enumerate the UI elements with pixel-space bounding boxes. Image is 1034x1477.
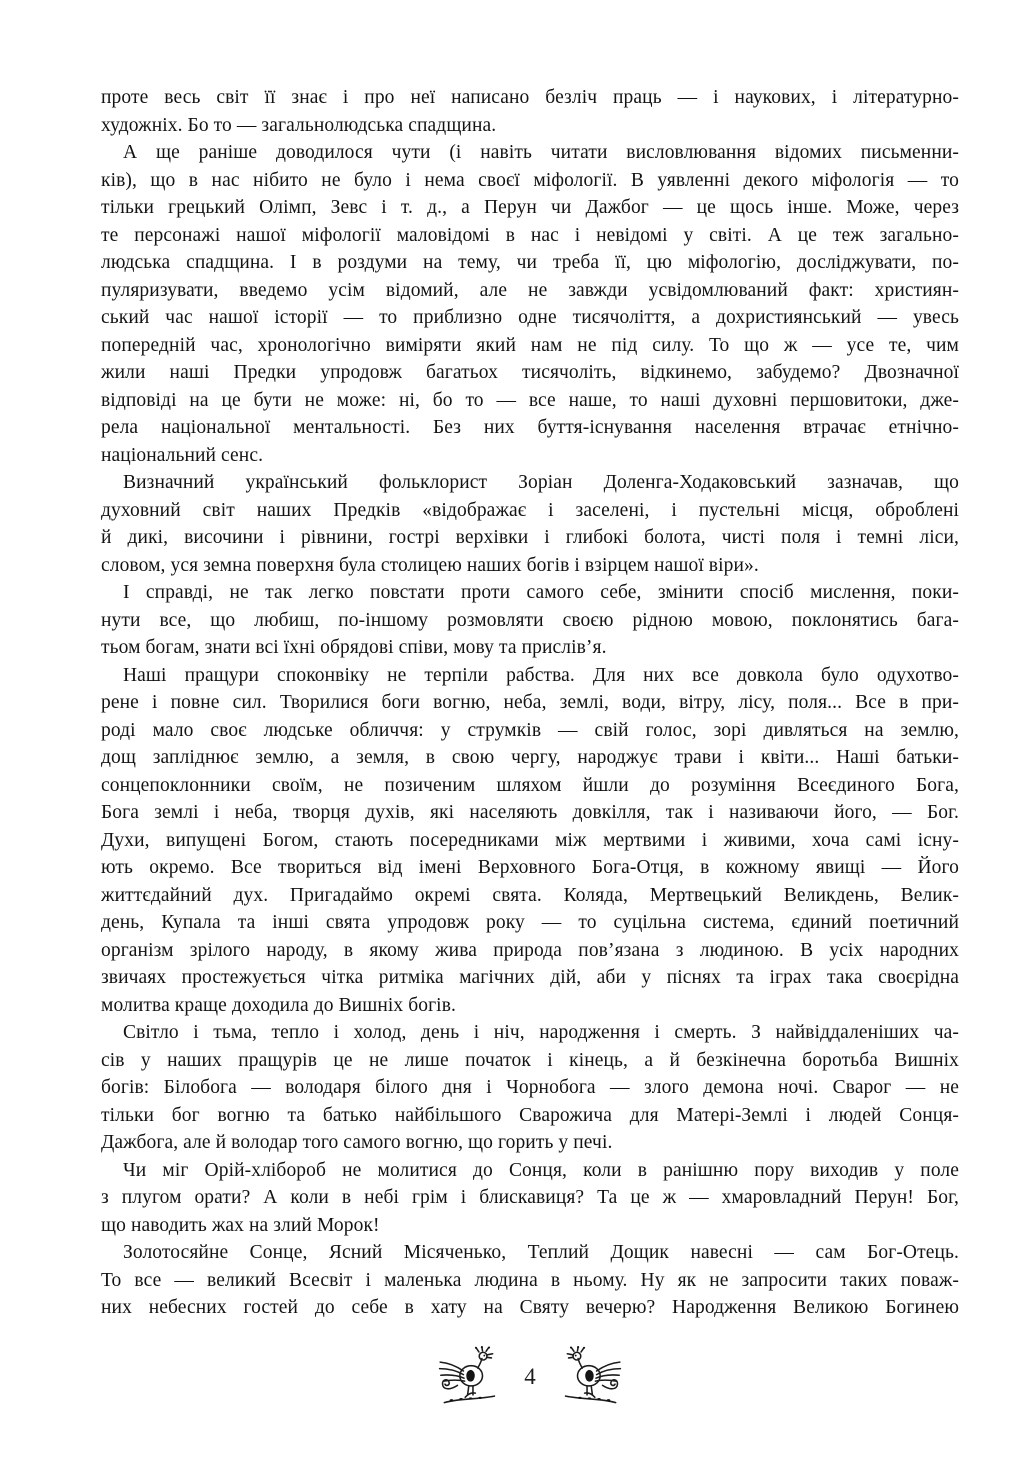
text-line: попередній час, хронологічно виміряти який нам не під силу. То що ж — усе те, чим [101,334,959,356]
paragraph [101,1019,959,1157]
text-line: богів: Білобога — володаря білого дня і Чорнобога — злого демона ночі. Сварог — не [101,1077,959,1098]
text-line: роді мало своє людське обличчя: у струмків — свій голос, зорі дивляться на землю, [101,719,959,741]
text-line: ків), що в нас нібито не було і нема своєї міфології. В уявленні декого міфологія — то [101,169,959,191]
text-line: Світло і тьма, тепло і холод, день і ніч, народження і смерть. З найвіддаленіших ча- [123,1022,959,1043]
text-line: тьом богам, знати всі їхні обрядові співи, мову та прислів’я. [101,637,607,658]
text-line: національний сенс. [101,444,264,466]
text-line: те персонажі нашої міфології маловідомі в нас і невідомі у світі. А це теж загально- [101,224,959,246]
text-line: що наводить жах на злий Морок! [101,1214,380,1236]
folk-bird-ornament-left-icon [437,1346,497,1408]
text-line: сів у наших пращурів це не лише початок і кінець, а й безкінечна боротьба Вишніх [101,1049,959,1071]
text-line: Духи, випущені Богом, стають посередниками між мертвими і живими, хоча самі існу- [101,829,959,851]
page-number: 4 [524,1364,536,1389]
text-line: Чи міг Орій-хлібороб не молитися до Сонця, коли в ранішню пору виходив у поле [123,1159,959,1181]
text-line: життєдайний дух. Пригадаймо окремі свята. Коляда, Мертвецький Великдень, Велик- [101,884,959,906]
text-line: Золотосяйне Сонце, Ясний Місяченько, Теплий Дощик навесні — сам Бог-Отець. [123,1242,959,1263]
text-line: з плугом орати? А коли в небі грім і блискавиця? Та це ж — хмаровладний Перун! Бог, [101,1187,959,1208]
text-line: духовний світ наших Предків «відображає і заселені, і пустельні місця, оброблені [101,499,959,521]
text-line: художніх. Бо то — загальнолюдська спадщина. [101,114,497,136]
text-line: ський час нашої історії — то приблизно одне тисячоліття, а дохристиянський — увесь [101,307,959,328]
text-line: То все — великий Всесвіт і маленька людина в ньому. Ну як не запросити таких поваж- [101,1269,959,1291]
text-line: них небесних гостей до себе в хату на Святу вечерю? Народження Великою Богинею [101,1297,959,1318]
text-line: людська спадщина. І в роздуми на тему, чи треба її, цю міфологію, досліджувати, по- [101,252,959,273]
paragraph [101,139,959,469]
text-line: Визначний український фольклорист Зоріан Доленга-Ходаковський зазначав, що [123,472,959,493]
text-line: словом, уся земна поверхня була столицею наших богів і взірцем нашої віри». [101,554,759,576]
text-line: тільки грецький Олімп, Зевс і т. д., а Перун чи Дажбог — це щось інше. Може, через [101,197,959,218]
text-line: Дажбога, але й володар того самого вогню, що горить у печі. [101,1132,613,1153]
text-line: жили наші Предки упродовж багатьох тисячоліть, відкинемо, забудемо? Двозначної [101,362,959,383]
text-line: день, Купала та інші свята упродовж року — то суцільна система, єдиний поетичний [101,912,959,933]
page-footer [101,1346,959,1408]
paragraph [101,579,959,662]
paragraph [101,469,959,579]
folk-bird-ornament-right-icon [563,1346,623,1408]
paragraph [101,1157,959,1240]
text-line: нути все, що любиш, по-іншому розмовляти своєю рідною мовою, поклонятись бага- [101,609,959,631]
text-line: молитва краще доходила до Вишніх богів. [101,994,456,1016]
text-line: дощ запліднює землю, а земля, в свою чергу, народжує трави і квіти... Наші батьки- [101,747,959,768]
text-line: відповіді на це бути не може: ні, бо то — все наше, то наші духовні першовитоки, дже- [101,389,959,411]
text-line: організм зрілого народу, в якому жива природа пов’язана з людиною. В усіх народних [101,939,959,961]
text-line: ють окремо. Все твориться від імені Верховного Бога-Отця, в кожному явищі — Його [101,857,959,878]
text-line: рене і повне сил. Творилися боги вогню, неба, землі, води, вітру, лісу, поля... Все в при- [101,692,959,713]
text-line: І справді, не так легко повстати проти самого себе, змінити спосіб мислення, поки- [123,582,959,603]
text-line: тільки бог вогню та батько найбільшого Сварожича для Матері-Землі і людей Сонця- [101,1104,959,1126]
page-text [101,84,959,1322]
text-line: А ще раніше доводилося чути (і навіть читати висловлювання відомих письменни- [123,142,959,163]
text-line: Бога землі і неба, творця духів, які населяють довкілля, так і називаючи його, — Бог. [101,802,959,823]
paragraph [101,84,959,139]
text-line: Наші пращури споконвіку не терпіли рабства. Для них все довкола було одухотво- [123,664,959,686]
paragraph [101,662,959,1020]
text-line: й дикі, височини і рівнини, гострі верхівки і глибокі болота, чисті поля і темні ліси, [101,527,959,548]
paragraph [101,1239,959,1322]
text-line: сонцепоклонники своїм, не позиченим шляхом йшли до розуміння Всеєдиного Бога, [101,774,959,796]
text-line: рела національної ментальності. Без них буття-існування населення втрачає етнічно- [101,417,959,438]
text-line: пуляризувати, введемо усім відомий, але не завжди усвідомлюваний факт: християн- [101,279,959,301]
text-line: проте весь світ її знає і про неї написано безліч праць — і наукових, і літературно- [101,87,959,108]
text-line: звичаях простежується чітка ритміка магічних дій, аби у піснях та іграх така своєрідна [101,967,959,988]
